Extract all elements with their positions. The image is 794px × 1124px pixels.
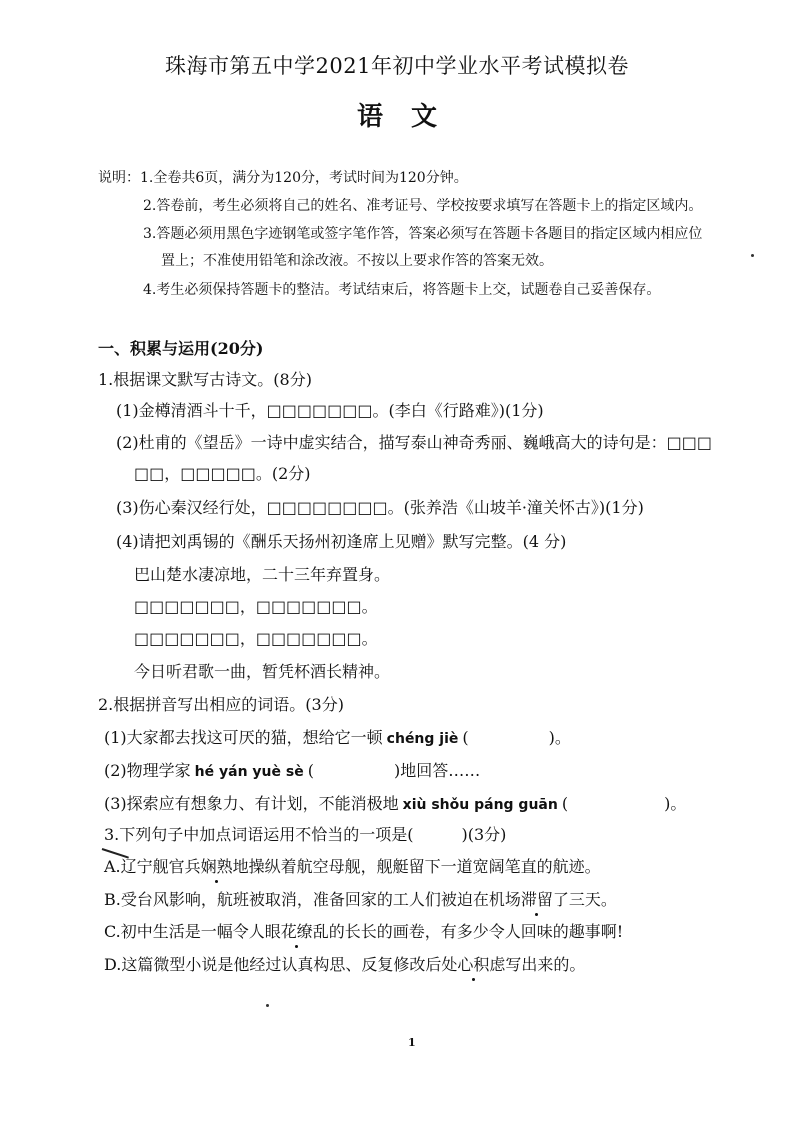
poem-line-3: □□□□□□□，□□□□□□□。 [134,629,378,648]
question-2-item-3-pinyin: xiù shǒu páng guān [402,797,558,813]
option-a-text-end: 地操纵着航空母舰，舰艇留下一道宽阔笔直的航迹。 [232,857,601,876]
option-d-dotted-word: 处心积虑 [441,952,505,975]
option-b-text-start: B.受台风影响，航班被取消，准备回家的工人们被迫在机场 [104,890,521,909]
option-c-text-end: 的长长的画卷，有多少令人回味的趣事啊! [328,922,624,941]
question-2-item-2-pinyin: hé yán yuè sè [194,764,304,780]
exam-title: 珠海市第五中学2021年初中学业水平考试模拟卷 [165,54,629,78]
option-d-text-end: 写出来的。 [505,955,586,974]
option-d [104,952,585,975]
poem-line-4: 今日听君歌一曲，暂凭杯酒长精神。 [134,662,391,681]
instruction-3a: 3.答题必须用黑色字迹钢笔或签字笔作答，答案必须写在答题卡各题目的指定区域内相应位 [143,226,703,242]
question-2-item-1-blank: ( )。 [462,728,571,747]
poem-line-1: 巴山楚水凄凉地，二十三年弃置身。 [134,565,391,584]
option-a-text-start: A.辽宁舰官兵 [104,857,201,876]
question-2-stem: 2.根据拼音写出相应的词语。(3分) [98,695,344,714]
page-number: 1 [408,1036,416,1049]
option-a [104,854,601,877]
option-c [104,919,623,942]
question-2-item-3-blank: ( )。 [561,794,687,813]
question-1-item-3: (3)伤心秦汉经行处，□□□□□□□□。(张养浩《山坡羊·潼关怀古》)(1分) [116,498,644,517]
question-1-stem: 1.根据课文默写古诗文。(8分) [98,370,312,389]
question-1-item-1: (1)金樽清酒斗十千，□□□□□□□。(李白《行路难》)(1分) [116,401,544,420]
instruction-3b: 置上；不准使用铅笔和涂改液。不按以上要求作答的答案无效。 [161,253,553,269]
option-b-text-end: 了三天。 [552,890,617,909]
instruction-1: 说明：1.全卷共6页，满分为120分，考试时间为120分钟。 [98,170,468,186]
question-2-item-3-text: (3)探索应有想象力、有计划，不能消极地 [104,794,399,813]
question-2-item-1-pinyin: chéng jiè [386,731,459,747]
scan-speck [751,254,754,257]
instruction-4: 4.考生必须保持答题卡的整洁。考试结束后，将答题卡上交，试题卷自己妥善保存。 [143,282,661,298]
option-b [104,887,617,910]
question-2-item-1-text: (1)大家都去找这可厌的猫，想给它一顿 [104,728,383,747]
question-1-item-4: (4)请把刘禹锡的《酬乐天扬州初逢席上见赠》默写完整。(4 分) [116,532,567,551]
option-d-text-start: D.这篇微型小说是他经过认真构思、反复修改后 [104,955,442,974]
question-3-stem: 3.下列句子中加点词语运用不恰当的一项是( )(3分) [104,825,507,844]
question-1-item-2b: □□，□□□□□。(2分) [134,464,311,483]
question-1-item-2a: (2)杜甫的《望岳》一诗中虚实结合，描写泰山神奇秀丽、巍峨高大的诗句是：□□□ [116,433,713,452]
option-b-dotted-word: 滞留 [521,887,553,910]
option-a-dotted-word: 娴熟 [201,854,233,877]
question-2-item-2-text: (2)物理学家 [104,761,191,780]
question-2-item-1 [104,725,571,748]
question-2-item-2-blank: ( )地回答…… [307,761,481,780]
option-c-dotted-word: 眼花缭乱 [265,919,329,942]
instruction-2: 2.答卷前，考生必须将自己的姓名、准考证号、学校按要求填写在答题卡上的指定区域内。 [143,198,703,214]
section-heading: 一、积累与运用(20分) [98,339,264,358]
question-2-item-3 [104,791,686,814]
subject-title: 语文 [356,102,465,132]
poem-line-2: □□□□□□□，□□□□□□□。 [134,597,378,616]
option-c-text-start: C.初中生活是一幅令人 [104,922,265,941]
scan-speck [266,1004,269,1007]
question-2-item-2 [104,758,480,781]
